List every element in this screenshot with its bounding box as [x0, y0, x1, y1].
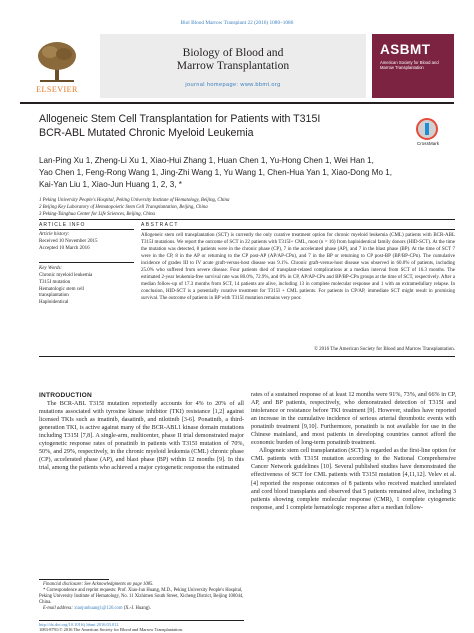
keyword: Hematologic stem cell: [39, 286, 84, 292]
elsevier-wordmark: ELSEVIER: [36, 85, 78, 94]
keyword: T315I mutation: [39, 279, 71, 285]
footnotes: [39, 582, 244, 612]
article-info-heading: ARTICLE INFO: [39, 222, 86, 228]
affiliations: [39, 198, 439, 218]
issn-line: 1083-8791/© 2016 The American Society for Blood and Marrow Transplantation.: [39, 627, 183, 633]
article-history: Article history: Received 10 November 2015 Accepted 10 March 2016: [39, 232, 98, 251]
crossmark-label: CrossMark: [416, 141, 440, 146]
crossmark-badge[interactable]: [400, 118, 456, 148]
asbmt-wordmark: ASBMT: [380, 42, 431, 57]
header-divider: [20, 102, 454, 104]
financial-disclosure: Financial disclosure: See Acknowledgments on page 1085.: [43, 582, 154, 587]
introduction-left-column: [39, 400, 244, 472]
keyword: Chronic myeloid leukemia: [39, 273, 93, 278]
email-note: E-mail address: xiaojunhuang1@126.com (X.-J. Huang).: [43, 606, 151, 611]
abstract-divider: [141, 229, 455, 230]
article-title: Allogeneic Stem Cell Transplantation for Patients with T315I BCR-ABL Mutated Chronic Myeloid Leukemia: [39, 113, 321, 139]
abstract-copyright: © 2016 The American Society for Blood and Marrow Transplantation.: [314, 347, 455, 352]
affiliation-2: 2 Beijing Key Laboratory of Hematopoietic Stem Cell Transplantation, Beijing, China: [39, 204, 208, 210]
introduction-heading: INTRODUCTION: [39, 392, 92, 399]
journal-name: Biology of Blood and Marrow Transplantation: [176, 46, 290, 72]
intro-paragraph: rates of a sustained response of at least 12 months were 91%, 73%, and 66% in CP, AP, and BP patients, respectively, who demonstrated detection of T315I and intolerance or resistance before TKI treatment [9]. However, studies have reported an increase in the cumulative incidence of serious arterial thrombotic events with ponatinib treatment [9,10]. Furthermore, ponatinib is not available for use in the Chinese mainland, and most patients in developing countries cannot afford the economic burden of long-term ponatinib treatment.: [251, 392, 456, 447]
elsevier-tree-icon: [36, 40, 78, 84]
email-link[interactable]: xiaojunhuang1@126.com: [74, 606, 123, 611]
abstract-text: Allogeneic stem cell transplantation (SCT) is currently the only curative treatment option for chronic myeloid leukemia (CML) patients with BCR-ABL T315I mutations. We report the outcome of SCT in 22 patients with T315I+ CML, most (n = 16) from haploidentical family donors (HID-SCT). At the time the mutation was detected, 8 patients were in the chronic phase (CP), 7 in the accelerated phase (AP), and 7 in the blast phase (BP). At the time of SCT 7 were in the CP, 8 in the AP or returning to the CP post-AP (AP/AP-CPn), and 7 in the BP or returning to CP post-BP (BP/BP-CPn). The cumulative incidence of grades III to IV acute graft-versus-host disease was 9.1%. Chronic graft-versus-host disease was observed in 60.0% of patients, including 25.0% who suffered from severe disease. Four patients died of transplant-related complications at a median interval from SCT of 16.3 months. The estimated 2-year leukemia-free survival rate was 80.0%, 72.9%, and 0% in CP, AP/AP-CPn and BP/BP-CPn groups at the time of SCT, respectively. After a median follow-up of 17.3 months from SCT, 14 patients are alive, including 13 in complete molecular response and 1 with an extramedullary relapse. In conclusion, HID-SCT is a potentially curative treatment for T315I + CML patients. For patients in CP/AP, immediate SCT might result in promising survival. The outcome of patients in BP with T315I mutation remains very poor.: [141, 233, 455, 301]
journal-citation: Biol Blood Marrow Transplant 22 (2016) 1080–1086: [180, 20, 294, 26]
keywords-heading: Key Words:: [39, 266, 63, 271]
doi-block: [39, 622, 259, 632]
keywords-list: [39, 273, 129, 307]
journal-homepage: journal homepage: www.bbmt.org: [185, 82, 281, 88]
homepage-link[interactable]: www.bbmt.org: [240, 82, 281, 88]
intro-paragraph: The BCR-ABL T315I mutation reportedly accounts for 4% to 20% of all mutations associated with tyrosine kinase inhibitor (TKI) resistance [1,2] against licensed TKIs such as imatinib, dasatinib, and nilotinib [3-6]. Ponatinib, a third-generation TKI, is active against many of the BCR-ABL1 kinase domain mutations including T315I [7,8]. A single-arm, multicenter, phase II trial demonstrated major cytogenetic response rates of ponatinib in patients with T315I mutation of 70%, 50%, and 29%, respectively, in the chronic myeloid leukemia (CML) chronic phase (CP), accelerated phase (AP), and blast phase (BP) within 12 months [9]. In this trial, among the patients who achieved a major cytogenetic response the estimated: [39, 401, 244, 472]
keyword: transplantation: [39, 293, 69, 299]
asbmt-logo: [372, 34, 454, 98]
footnote-divider: [39, 579, 109, 580]
keyword: Haploidentical: [39, 300, 69, 306]
asbmt-subtitle: American Society for Blood and Marrow Transplantation: [380, 60, 439, 70]
journal-header: [20, 34, 454, 98]
introduction-right-column: [251, 391, 456, 512]
article-info-divider: [39, 229, 134, 230]
abstract-heading: ABSTRACT: [141, 222, 179, 228]
keywords-divider: [39, 262, 134, 263]
intro-paragraph: Allogeneic stem cell transplantation (SCT) is regarded as the first-line option for CML patients with T315I mutation according to the National Comprehensive Cancer Network guidelines [10]. Several published studies have demonstrated the effectiveness of SCT for CML patients with T315I mutation [4,11,12]. Velev et al. [4] reported the response outcomes of 8 patients who received matched unrelated and cord blood transplants and observed that 5 patients remained alive, including 3 patients showing complete molecular response (CMR), 1 complete cytogenetic response, and 1 complete hematologic response after a median follow-: [251, 448, 456, 511]
crossmark-icon: [416, 118, 438, 140]
affiliation-1: 1 Peking University People's Hospital, Peking University Institute of Hematology, Beijing, China: [39, 198, 230, 203]
elsevier-logo: [20, 34, 94, 98]
affiliation-3: 3 Peking-Tsinghua Center for Life Sciences, Beijing, China: [39, 211, 155, 217]
author-list: Lan-Ping Xu 1, Zheng-Li Xu 1, Xiao-Hui Zhang 1, Huan Chen 1, Yu-Hong Chen 1, Wei Han 1, Yao Chen 1, Feng-Rong Wang 1, Jing-Zhi Wang 1, Yu Wang 1, Chen-Hua Yan 1, Xiao-Dong Mo 1, Kai-Yan Liu 1, Xiao-Jun Huang 1, 2, 3, *: [39, 156, 393, 189]
journal-title-band: [100, 34, 366, 98]
page-bottom-divider: [39, 620, 244, 621]
section-divider: [39, 219, 455, 220]
correspondence-note: * Correspondence and reprint requests: Prof. Xiao-Jun Huang, M.D., Peking University People's Hospital, Peking University Institute of Hematology, No. 11 Xizhimen South Street, Xicheng District, Beijing 100044, China.: [39, 588, 244, 605]
abstract-bottom-divider: [39, 356, 455, 357]
doi-link[interactable]: http://dx.doi.org/10.1016/j.bbmt.2016.03.012: [39, 622, 119, 627]
